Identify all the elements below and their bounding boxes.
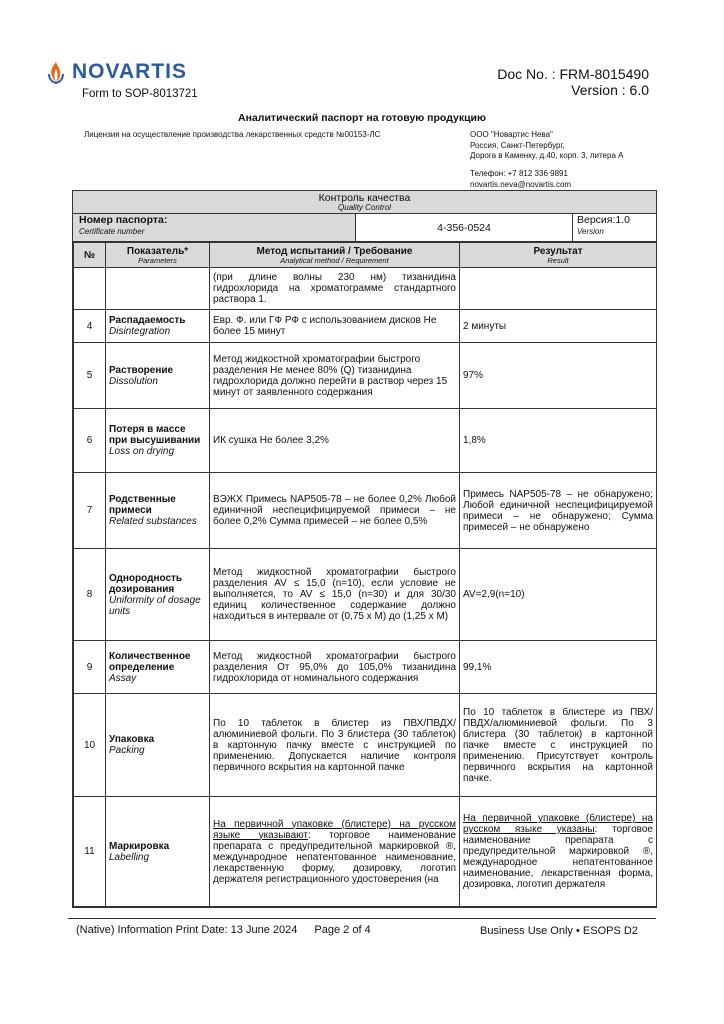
document-title: Аналитический паспорт на готовую продукцию [238, 112, 486, 124]
cell-result: По 10 таблеток в блистере из ПВХ/ПВДХ/алюминиевой фольги. По 3 блистера (30 таблеток) в картонной пачке вместе с инструкцией по применению. Присутствует контроль первичного вскрытия на картонной пачке. [460, 694, 657, 797]
param-en: Uniformity of dosage units [109, 594, 201, 617]
table-row [74, 268, 657, 310]
form-reference: Form to SOP-8013721 [82, 88, 198, 100]
cell-num: 8 [74, 549, 106, 641]
header-param-ru: Показатель* [126, 245, 189, 257]
header-result-en: Result [547, 255, 569, 265]
quality-control-section [72, 190, 657, 908]
param-en: Assay [109, 672, 137, 684]
table-row [74, 343, 657, 409]
address-line: Россия, Санкт-Петербург, [470, 140, 565, 150]
table-row [74, 473, 657, 549]
qc-header [73, 191, 656, 214]
cell-param [106, 343, 210, 409]
cell-method: Евр. Ф. или ГФ РФ с использованием дисков Не более 15 минут [210, 310, 460, 343]
labelling-result-underlined: На первичной упаковке (блистере) на русском языке указаны [463, 813, 653, 835]
table-header-row [74, 243, 657, 268]
param-ru: Родственные примеси [109, 494, 176, 516]
email: novartis.neva@novartis.com [470, 179, 572, 189]
table-row [74, 409, 657, 473]
cell-method: Метод жидкостной хроматографии быстрого разделения От 95,0% до 105,0% тизанидина гидрохлорида от номинального содержания [210, 641, 460, 694]
cert-version-ru: Версия:1.0 [577, 214, 630, 226]
doc-version: Version : 6.0 [571, 82, 649, 98]
cell-num: 4 [74, 310, 106, 343]
certificate-row [73, 214, 656, 242]
param-ru: Маркировка [109, 840, 170, 852]
cert-label-ru: Номер паспорта: [79, 214, 168, 226]
footer-right: Business Use Only • ESOPS D2 [480, 925, 638, 937]
param-en: Dissolution [109, 375, 158, 387]
cell-num: 9 [74, 641, 106, 694]
param-ru: Однородность дозирования [109, 572, 183, 595]
cert-label [73, 214, 356, 241]
cell-param [106, 694, 210, 797]
cell-param [106, 473, 210, 549]
table-row [74, 641, 657, 694]
cell-param [106, 268, 210, 310]
cell-method: По 10 таблеток в блистер из ПВХ/ПВДХ/алюминиевой фольги. По 3 блистера (30 таблеток) в картонную пачку вместе с инструкцией по применению. Допускается наличие контроля первичного вскрытия на картонной пачке [210, 694, 460, 797]
cell-method: Метод жидкостной хроматографии быстрого разделения Не менее 80% (Q) тизанидина гидрохлорида должно перейти в раствор через 15 минут от заявленного содержания [210, 343, 460, 409]
param-en: Related substances [109, 516, 197, 527]
footer-divider [68, 918, 656, 919]
cell-num: 10 [74, 694, 106, 797]
doc-info [497, 66, 649, 98]
cell-param [106, 797, 210, 907]
cell-method: (при длине волны 230 нм) тизанидина гидрохлорида на хроматограмме стандартного раствора 1. [210, 268, 460, 310]
cell-param [106, 310, 210, 343]
cert-number: 4-356-0524 [356, 214, 573, 241]
cell-result: Примесь NAP505-78 – не обнаружено; Любой единичной неспецифицируемой примеси – не обнаружено; Сумма примесей – не обнаружено [460, 473, 657, 549]
cell-method: ВЭЖХ Примесь NAP505-78 – не более 0,2% Любой единичной неспецифицируемой примеси – не более 0,2% Сумма примесей – не более 0,5% [210, 473, 460, 549]
brand-name: NOVARTIS [72, 60, 187, 83]
param-en: Packing [109, 745, 145, 756]
labelling-method-underlined: На первичной упаковке (блистере) на русском языке указывают [213, 818, 456, 841]
page-number: Page 2 of 4 [314, 924, 371, 936]
header-method-ru: Метод испытаний / Требование [256, 245, 413, 257]
header-method [210, 243, 460, 268]
header-result [460, 243, 657, 268]
header-param [106, 243, 210, 268]
cell-num: 11 [74, 797, 106, 907]
param-ru: Упаковка [109, 734, 155, 745]
print-date: (Native) Information Print Date: 13 June 2024 [76, 924, 298, 936]
address-line: ООО "Новартис Нева" [470, 130, 553, 139]
address-line: Дорога в Каменку, д.40, корп. 3, литера А [470, 151, 624, 160]
header-method-en: Analytical method / Requirement [280, 255, 389, 265]
company-address [470, 130, 623, 162]
cell-num: 7 [74, 473, 106, 549]
novartis-flame-icon [46, 60, 66, 84]
param-en: Labelling [109, 851, 150, 863]
cell-method [210, 797, 460, 907]
labelling-method-text: : торговое наименование препарата с предупредительной маркировкой ®, международное непатентованное наименование, лекарственную форму, дозировку, логотип держателя регистрационного удостоверения (на [213, 829, 456, 885]
header-param-en: Parameters [138, 255, 177, 265]
results-table [73, 242, 657, 907]
param-ru: Потеря в массе при высушивании [109, 424, 201, 446]
doc-number: Doc No. : FRM-8015490 [497, 66, 649, 82]
footer-left [76, 924, 371, 936]
cell-result: AV=2,9(n=10) [460, 549, 657, 641]
table-row [74, 797, 657, 907]
param-ru: Количественное определение [109, 650, 191, 673]
company-contact [470, 169, 571, 190]
cell-num: 5 [74, 343, 106, 409]
cell-num [74, 268, 106, 310]
labelling-result-text: : торговое наименование препарата с предупредительной маркировкой ®, международное непатентованное наименование, лекарственная форма, дозировка, логотип держателя [463, 824, 653, 890]
qc-title-en: Quality Control [338, 203, 391, 212]
cell-param [106, 409, 210, 473]
header-result-ru: Результат [533, 245, 583, 257]
cell-param [106, 641, 210, 694]
table-row [74, 310, 657, 343]
param-ru: Распадаемость [109, 315, 186, 326]
param-en: Disintegration [109, 326, 171, 337]
cell-result: 97% [460, 343, 657, 409]
cell-result [460, 268, 657, 310]
param-ru: Растворение [109, 364, 174, 376]
table-row [74, 694, 657, 797]
qc-title: Контроль качества [318, 192, 411, 204]
phone: Телефон: +7 812 336 9891 [470, 169, 568, 178]
cell-method: ИК сушка Не более 3,2% [210, 409, 460, 473]
license-line: Лицензия на осуществление производства лекарственных средств №00153-ЛС [84, 130, 381, 139]
cell-param [106, 549, 210, 641]
cell-result: 99,1% [460, 641, 657, 694]
header-num: № [74, 243, 106, 268]
cert-label-en: Certificate number [79, 227, 145, 236]
cell-result: 1,8% [460, 409, 657, 473]
param-en: Loss on drying [109, 446, 175, 457]
cell-num: 6 [74, 409, 106, 473]
cert-version [573, 214, 656, 241]
cell-method: Метод жидкостной хроматографии быстрого разделения AV ≤ 15,0 (n=10), если условие не выполняется, то AV ≤ 15,0 (n=30) и для 30/30 единиц количественное содержание должно находиться в интервале от (0,75 x M) до (1,25 x M) [210, 549, 460, 641]
cert-version-en: Version [577, 227, 604, 236]
table-row [74, 549, 657, 641]
cell-result: 2 минуты [460, 310, 657, 343]
cell-result [460, 797, 657, 907]
novartis-logo [46, 60, 187, 84]
